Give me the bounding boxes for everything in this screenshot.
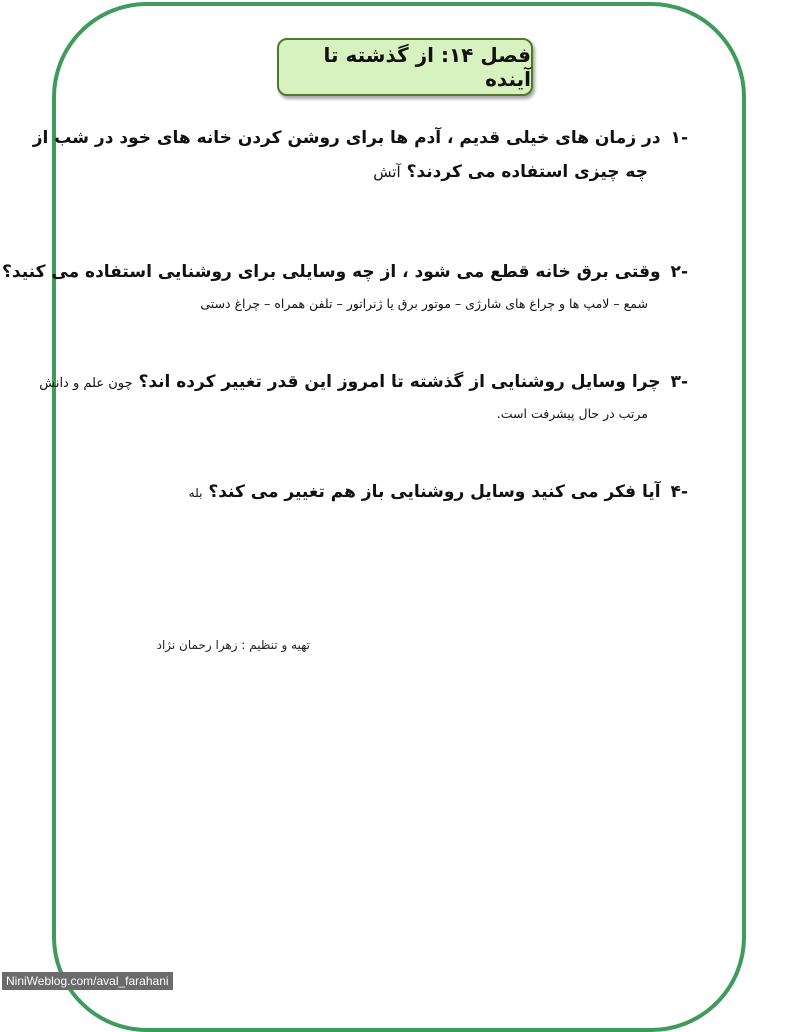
question-2-text: وقتی برق خانه قطع می شود ، از چه وسایلی برای روشنایی استفاده می کنید؟ [2, 262, 661, 282]
question-2-line-1 [2, 262, 688, 282]
question-4-answer: بله [188, 486, 203, 500]
question-3-number: -۳ [670, 372, 688, 392]
question-1 [32, 128, 688, 182]
question-3-text: چرا وسایل روشنایی از گذشته تا امروز این قدر تغییر کرده اند؟ [138, 372, 661, 392]
question-2-answer-line [98, 296, 648, 311]
author-credit: تهیه و تنظیم : زهرا رحمان نژاد [156, 638, 310, 652]
question-4-line-1 [98, 482, 688, 502]
chapter-title-text: فصل ۱۴: از گذشته تا آینده [323, 43, 531, 91]
question-2 [2, 262, 688, 311]
question-1-line-1 [32, 128, 688, 148]
question-4-number: -۴ [670, 482, 688, 502]
question-1-text-2: چه چیزی استفاده می کردند؟ [406, 162, 648, 182]
question-2-answer: شمع – لامپ ها و چراغ های شارژی – موتور برق یا ژنراتور – تلفن همراه – چراغ دستی [200, 296, 648, 311]
question-3 [39, 372, 688, 421]
question-3-line-1 [39, 372, 688, 392]
question-3-answer-start: چون علم و دانش [39, 376, 133, 391]
question-2-number: -۲ [670, 262, 688, 282]
question-3-answer: مرتب در حال پیشرفت است. [496, 406, 648, 421]
question-1-number: -۱ [670, 128, 688, 148]
chapter-title [277, 38, 533, 96]
question-1-line-2 [98, 162, 648, 182]
question-1-text: در زمان های خیلی قدیم ، آدم ها برای روشن کردن خانه های خود در شب از [32, 128, 661, 148]
question-3-answer-line [98, 406, 648, 421]
question-4-text: آیا فکر می کنید وسایل روشنایی باز هم تغییر می کند؟ [208, 482, 661, 502]
question-4 [98, 482, 688, 502]
watermark-url: NiniWeblog.com/aval_farahani [2, 972, 173, 990]
question-1-answer: آتش [373, 163, 401, 181]
